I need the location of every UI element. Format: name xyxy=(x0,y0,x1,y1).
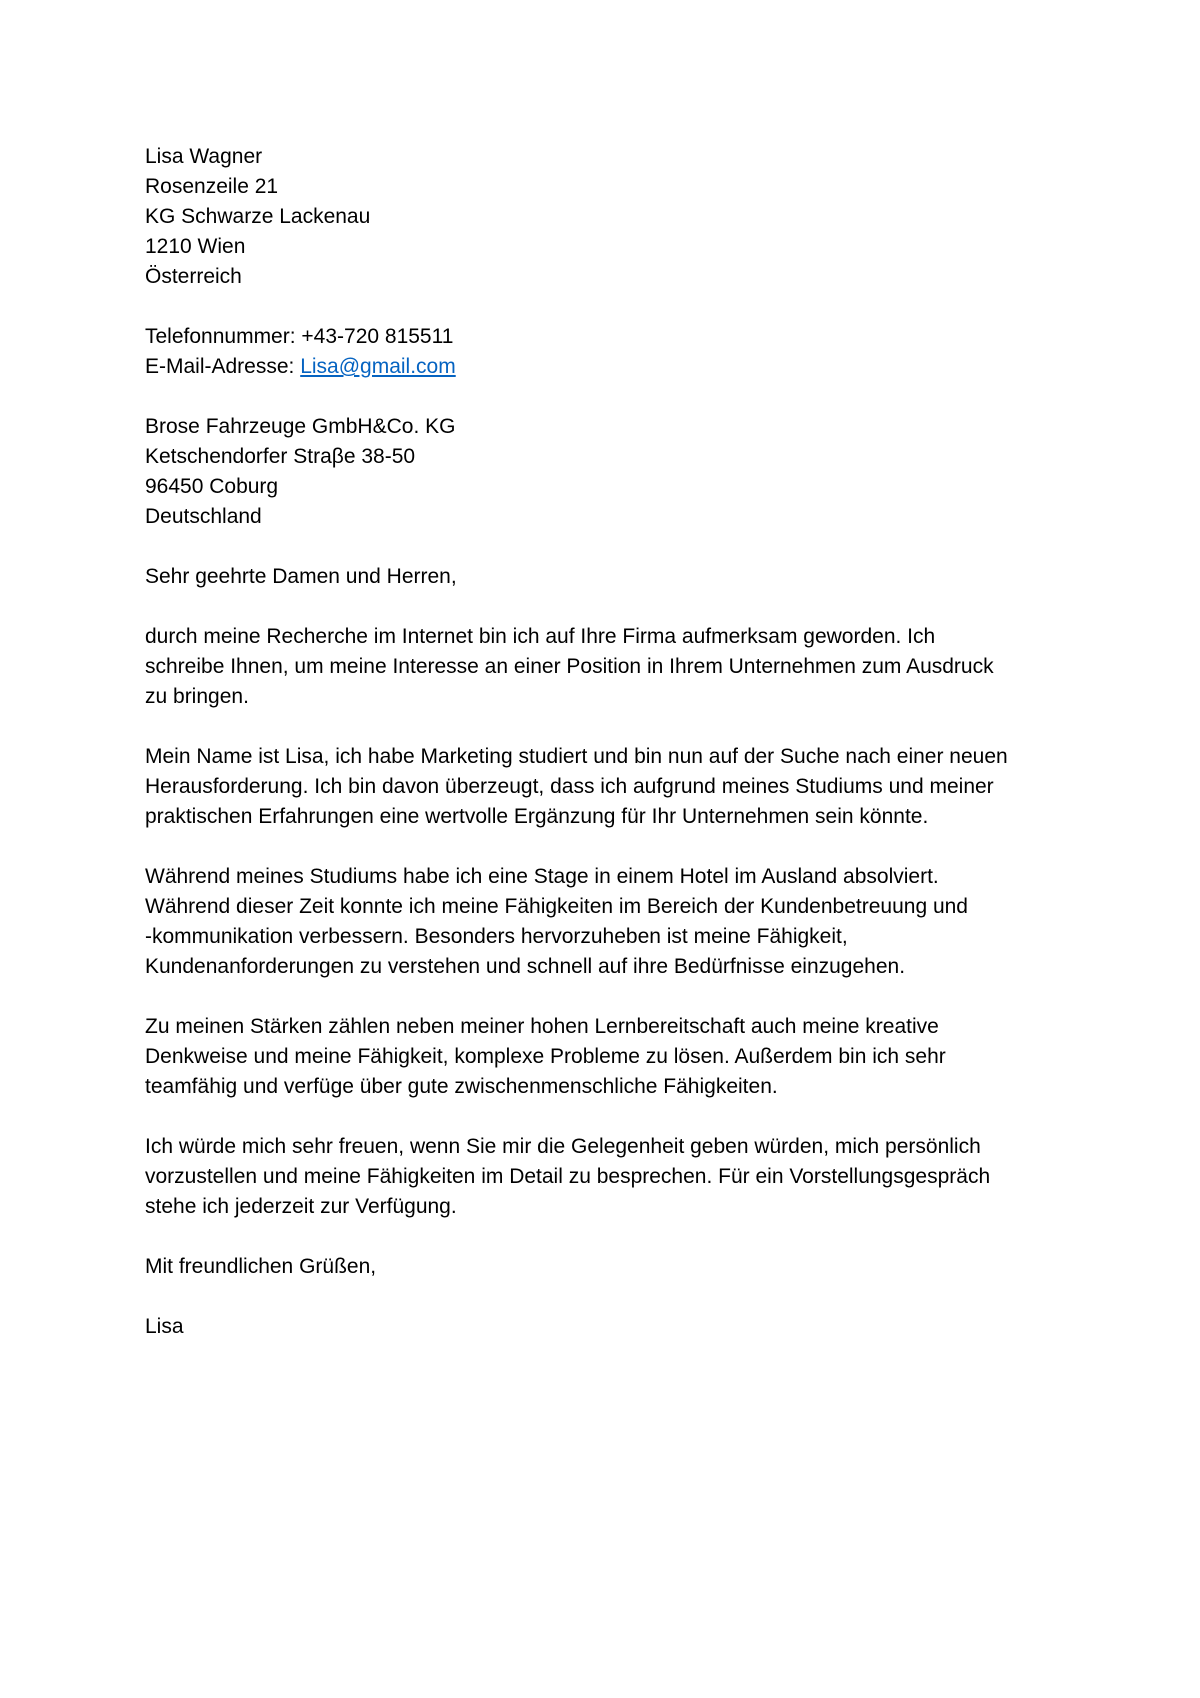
sender-name: Lisa Wagner xyxy=(145,145,263,168)
recipient-city: 96450 Coburg xyxy=(145,475,279,498)
sender-address-block xyxy=(145,142,1065,292)
recipient-address-block xyxy=(145,412,1065,532)
signature: Lisa xyxy=(145,1315,184,1338)
spacer xyxy=(145,1282,1065,1312)
paragraph-line: praktischen Erfahrungen eine wertvolle Ergänzung für Ihr Unternehmen sein könnte. xyxy=(145,805,929,828)
body-paragraph-5 xyxy=(145,1132,1065,1222)
paragraph-line: Denkweise und meine Fähigkeit, komplexe Probleme zu lösen. Außerdem bin ich sehr xyxy=(145,1045,946,1068)
paragraph-line: Während dieser Zeit konnte ich meine Fähigkeiten im Bereich der Kundenbetreuung und xyxy=(145,895,968,918)
paragraph-line: Ich würde mich sehr freuen, wenn Sie mir die Gelegenheit geben würden, mich persönlich xyxy=(145,1135,981,1158)
sender-country: Österreich xyxy=(145,265,242,288)
spacer xyxy=(145,292,1065,322)
paragraph-line: durch meine Recherche im Internet bin ich auf Ihre Firma aufmerksam geworden. Ich xyxy=(145,625,936,648)
spacer xyxy=(145,532,1065,562)
sender-street: Rosenzeile 21 xyxy=(145,175,279,198)
email-label: E-Mail-Adresse: xyxy=(145,355,301,378)
spacer xyxy=(145,382,1065,412)
paragraph-line: Während meines Studiums habe ich eine Stage in einem Hotel im Ausland absolviert. xyxy=(145,865,939,888)
paragraph-line: zu bringen. xyxy=(145,685,249,708)
sender-district: KG Schwarze Lackenau xyxy=(145,205,371,228)
salutation: Sehr geehrte Damen und Herren, xyxy=(145,565,457,588)
recipient-street: Ketschendorfer Straβe 38-50 xyxy=(145,445,416,468)
paragraph-line: stehe ich jederzeit zur Verfügung. xyxy=(145,1195,457,1218)
paragraph-line: teamfähig und verfüge über gute zwischenmenschliche Fähigkeiten. xyxy=(145,1075,778,1098)
paragraph-line: Kundenanforderungen zu verstehen und schnell auf ihre Bedürfnisse einzugehen. xyxy=(145,955,906,978)
body-paragraph-1 xyxy=(145,622,1065,712)
recipient-company: Brose Fahrzeuge GmbH&Co. KG xyxy=(145,415,456,438)
closing: Mit freundlichen Grüßen, xyxy=(145,1255,377,1278)
recipient-country: Deutschland xyxy=(145,505,262,528)
cover-letter xyxy=(145,142,1065,1342)
email-link[interactable]: Lisa@gmail.com xyxy=(300,355,456,378)
email-line xyxy=(145,352,1065,382)
phone-line: Telefonnummer: +43-720 815511 xyxy=(145,325,454,348)
paragraph-line: Mein Name ist Lisa, ich habe Marketing studiert und bin nun auf der Suche nach einer neuen xyxy=(145,745,1008,768)
body-paragraph-4 xyxy=(145,1012,1065,1102)
paragraph-line: Herausforderung. Ich bin davon überzeugt, dass ich aufgrund meines Studiums und meiner xyxy=(145,775,994,798)
contact-block xyxy=(145,322,1065,382)
body-paragraph-3 xyxy=(145,862,1065,982)
paragraph-line: Zu meinen Stärken zählen neben meiner hohen Lernbereitschaft auch meine kreative xyxy=(145,1015,939,1038)
paragraph-line: -kommunikation verbessern. Besonders hervorzuheben ist meine Fähigkeit, xyxy=(145,925,848,948)
sender-city: 1210 Wien xyxy=(145,235,246,258)
paragraph-line: vorzustellen und meine Fähigkeiten im Detail zu besprechen. Für ein Vorstellungsgespräch xyxy=(145,1165,991,1188)
body-paragraph-2 xyxy=(145,742,1065,832)
spacer xyxy=(145,592,1065,622)
paragraph-line: schreibe Ihnen, um meine Interesse an einer Position in Ihrem Unternehmen zum Ausdruck xyxy=(145,655,994,678)
